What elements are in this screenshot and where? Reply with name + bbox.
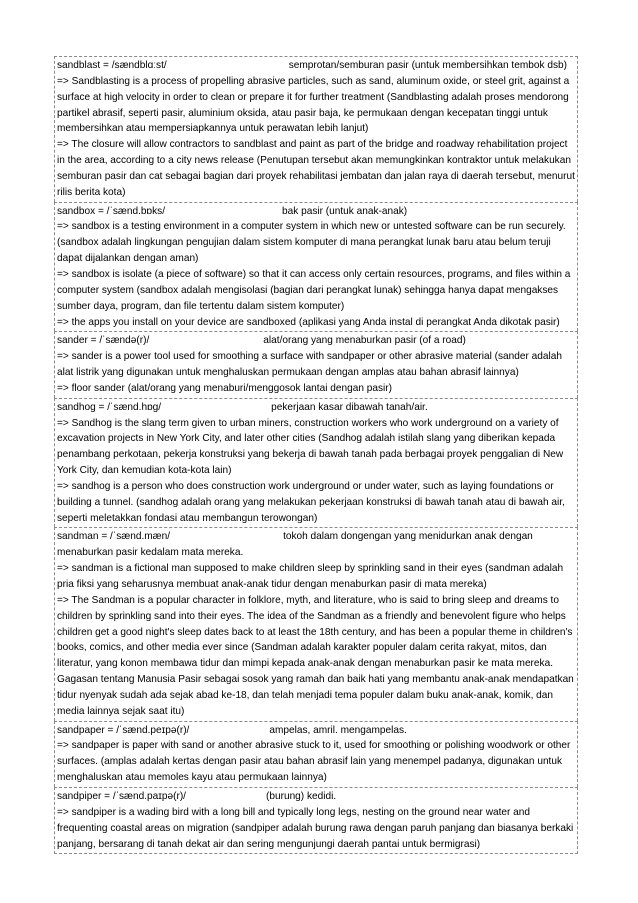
entry-sandblast bbox=[54, 56, 578, 202]
entry-headline bbox=[57, 400, 575, 416]
entry-explanation: => the apps you install on your device are sandboxed (aplikasi yang Anda instal di perangkat Anda dikotak pasir) bbox=[57, 316, 560, 328]
entry-sandbox bbox=[54, 202, 578, 332]
entry-sandman bbox=[54, 527, 578, 720]
entry-explanation: => sandpiper is a wading bird with a long bill and typically long legs, nesting on the ground near water and frequenting coastal areas on migration (sandpiper adalah burung rawa dengan paruh panjang dan biasanya berkaki panjang, bersarang di tanah dekat air dan sering mengunjungi daerah pantai untuk bermigrasi) bbox=[57, 806, 574, 850]
entry-explanation: => sandbox is isolate (a piece of software) so that it can access only certain resources, programs, and files within a computer system (sandbox adalah mengisolasi (bagian dari perangkat lunak) sehingga hanya dapat mengakses sumber daya, program, dan file tertentu dalam sistem komputer) bbox=[57, 268, 571, 312]
entry-term: sandman = /ˈsænd.mæn/ bbox=[57, 531, 171, 543]
entry-headline bbox=[57, 723, 575, 739]
entry-explanation: => sandbox is a testing environment in a computer system in which new or untested software can be run securely. (sandbox adalah lingkungan pengujian dalam sistem komputer di mana perangkat lunak baru atau belum teruji dapat dijalankan dengan aman) bbox=[57, 221, 566, 265]
entry-sander bbox=[54, 331, 578, 397]
entry-term: sander = /ˈsændə(r)/ bbox=[57, 335, 150, 347]
entry-sandpiper bbox=[54, 787, 578, 854]
entry-sandhog bbox=[54, 398, 578, 528]
entry-meaning: tokoh dalam dongengan yang menidurkan anak dengan menaburkan pasir kedalam mata mereka. bbox=[57, 531, 533, 559]
entry-explanation: => sandhog is a person who does construction work underground or under water, such as laying foundations or building a tunnel. (sandhog adalah orang yang melakukan pekerjaan konstruksi di bawah tanah atau di bawah air, seperti meletakkan fondasi atau membangun terowongan) bbox=[57, 480, 565, 524]
entry-headline bbox=[57, 333, 575, 349]
entry-explanation: => sandpaper is paper with sand or another abrasive stuck to it, used for smoothing or polishing woodwork or other surfaces. (amplas adalah kertas dengan pasir atau bahan abrasif lain yang menempel padanya, digunakan untuk menghaluskan atau memoles kayu atau permukaan lainnya) bbox=[57, 740, 571, 784]
entry-term: sandhog = /ˈsænd.hɒɡ/ bbox=[57, 401, 162, 413]
entry-meaning: alat/orang yang menaburkan pasir (of a road) bbox=[263, 335, 466, 347]
entry-meaning: ampelas, amril. mengampelas. bbox=[269, 724, 407, 736]
entry-meaning: bak pasir (untuk anak-anak) bbox=[282, 205, 408, 217]
entry-headline bbox=[57, 204, 575, 220]
entry-sandpaper bbox=[54, 721, 578, 787]
entry-explanation: => Sandhog is the slang term given to urban miners, construction workers who work underground on a variety of excavation projects in New York City, and later other cities (Sandhog adalah istilah slang yang diberikan kepada penambang perkotaan, pekerja konstruksi yang bekerja di bawah tanah pada berbagai proyek penggalian di New York City, dan kemudian kota-kota lain) bbox=[57, 417, 564, 477]
entry-headline bbox=[57, 789, 575, 805]
entry-term: sandblast = /sændblɑːst/ bbox=[57, 60, 167, 71]
entry-term: sandpaper = /ˈsænd.peɪpə(r)/ bbox=[57, 724, 190, 736]
entry-explanation: => Sandblasting is a process of propelling abrasive particles, such as sand, aluminum oxide, or steel grit, against a surface at high velocity in order to clean or prepare it for further treatment (Sandblasting adalah proses mendorong partikel abrasif, seperti pasir, aluminium oksida, atau pasir baja, ke permukaan dengan kecepatan tinggi untuk membersihkan atau mempersiapkannya untuk perawatan lebih lanjut) bbox=[57, 75, 570, 135]
entry-explanation: => sander is a power tool used for smoothing a surface with sandpaper or other abrasive material (sander adalah alat listrik yang digunakan untuk menghaluskan permukaan dengan amplas atau bahan abrasif lainnya) bbox=[57, 351, 562, 379]
entry-explanation: => sandman is a fictional man supposed to make children sleep by sprinkling sand in their eyes (sandman adalah pria fiksi yang seharusnya membuat anak-anak tidur dengan menaburkan pasir di mata mereka) bbox=[57, 563, 564, 590]
entry-term: sandbox = /ˈsænd.bɒks/ bbox=[57, 205, 166, 217]
entry-meaning: (burung) kedidi. bbox=[266, 790, 337, 802]
glossary-page bbox=[54, 56, 578, 854]
entry-headline bbox=[57, 529, 575, 561]
entry-headline bbox=[57, 58, 575, 74]
entry-meaning: semprotan/semburan pasir (untuk membersihkan tembok dsb) bbox=[288, 60, 567, 71]
entry-meaning: pekerjaan kasar dibawah tanah/air. bbox=[271, 401, 428, 413]
entry-explanation: => The Sandman is a popular character in folklore, myth, and literature, who is said to bring sleep and dreams to children by sprinkling sand into their eyes. The idea of the Sandman as a friendly and benevolent figure who helps children get a good night's sleep dates back to at least the 18th century, and has been a popular theme in children's books, comics, and other media ever since (Sandman adalah karakter populer dalam cerita rakyat, mitos, dan literatur, yang konon membawa tidur dan mimpi kepada anak-anak dengan menaburkan pasir ke mata mereka. Gagasan tentang Manusia Pasir sebagai sosok yang ramah dan baik hati yang membantu anak-anak mendapatkan tidur nyenyak sudah ada sejak abad ke-18, dan telah menjadi tema populer dalam buku anak-anak, komik, dan media lainnya sejak saat itu) bbox=[57, 594, 574, 717]
entry-explanation: => floor sander (alat/orang yang menaburi/menggosok lantai dengan pasir) bbox=[57, 382, 392, 394]
entry-explanation: => The closure will allow contractors to sandblast and paint as part of the bridge and roadway rehabilitation project in the area, according to a city news release (Penutupan tersebut akan memungkinkan kontraktor untuk melakukan semburan pasir dan cat sebagai bagian dari proyek rehabilitasi jembatan dan jalan raya di daerah tersebut, menurut rilis berita kota) bbox=[57, 139, 575, 198]
entry-term: sandpiper = /ˈsænd.paɪpə(r)/ bbox=[57, 790, 186, 802]
